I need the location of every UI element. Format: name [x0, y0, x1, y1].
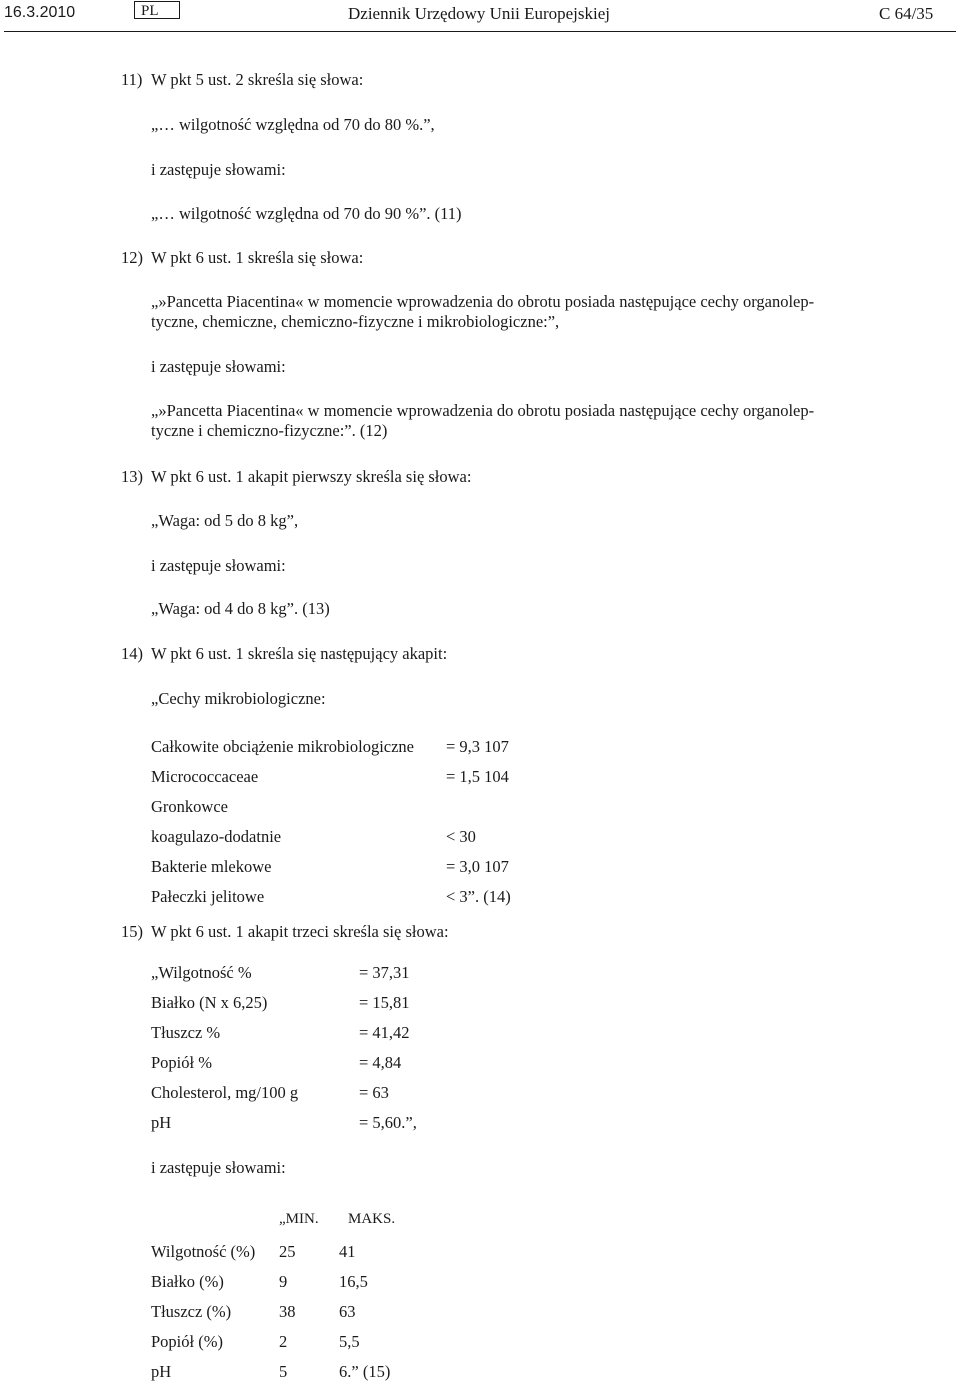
amendment-heading: W pkt 6 ust. 1 skreśla się następujący akapit: [151, 644, 448, 663]
publication-date: 16.3.2010 [4, 4, 76, 21]
quoted-text: „Waga: od 5 do 8 kg”, [151, 511, 299, 530]
amendment-heading: W pkt 6 ust. 1 akapit trzeci skreśla się słowa: [151, 922, 449, 941]
amendment-heading: W pkt 5 ust. 2 skreśla się słowa: [151, 70, 364, 89]
table-row-label: Pałeczki jelitowe [151, 887, 265, 906]
table-row-label: Micrococcaceae [151, 767, 259, 786]
header-rule [4, 31, 956, 32]
table-row-value: = 15,81 [359, 993, 410, 1012]
column-header-max: MAKS. [348, 1211, 396, 1227]
table-row-label: Białko (%) [151, 1272, 224, 1291]
table-row-label: Całkowite obciążenie mikrobiologiczne [151, 737, 414, 756]
amendment-heading: W pkt 6 ust. 1 skreśla się słowa: [151, 248, 364, 267]
quoted-text: „… wilgotność względna od 70 do 90 %”. (11) [151, 204, 462, 223]
table-cell-min: 25 [279, 1242, 296, 1261]
quoted-text: tyczne, chemiczne, chemiczno-fizyczne i mikrobiologiczne:”, [151, 312, 560, 331]
replace-phrase: i zastępuje słowami: [151, 160, 286, 179]
table-row-value: = 63 [359, 1083, 389, 1102]
table-row-label: Popiół (%) [151, 1332, 223, 1351]
table-cell-min: 9 [279, 1272, 288, 1291]
table-row-label: Cholesterol, mg/100 g [151, 1083, 299, 1102]
table-row-label: Białko (N x 6,25) [151, 993, 268, 1012]
amendment-number: 11) [121, 70, 143, 89]
table-cell-min: 2 [279, 1332, 288, 1351]
table-cell-max: 16,5 [339, 1272, 368, 1291]
replace-phrase: i zastępuje słowami: [151, 556, 286, 575]
table-cell-max: 41 [339, 1242, 356, 1261]
quoted-text: „»Pancetta Piacentina« w momencie wprowadzenia do obrotu posiada następujące cechy organolep- [151, 292, 815, 311]
table-cell-max: 6.” (15) [339, 1362, 391, 1381]
amendment-number: 14) [121, 644, 143, 663]
journal-title: Dziennik Urzędowy Unii Europejskiej [348, 4, 611, 23]
quoted-text: „Cechy mikrobiologiczne: [151, 689, 326, 708]
table-row-value: < 3”. (14) [446, 887, 511, 906]
table-row-value: = 4,84 [359, 1053, 402, 1072]
table-row-label: Wilgotność (%) [151, 1242, 256, 1261]
quoted-text: „»Pancetta Piacentina« w momencie wprowadzenia do obrotu posiada następujące cechy organolep- [151, 401, 815, 420]
page-header [0, 0, 960, 34]
table-row-label: Popiół % [151, 1053, 212, 1072]
table-cell-min: 38 [279, 1302, 296, 1321]
table-row-label: pH [151, 1362, 172, 1381]
replace-phrase: i zastępuje słowami: [151, 1158, 286, 1177]
table-cell-min: 5 [279, 1362, 288, 1381]
table-row-label: Bakterie mlekowe [151, 857, 272, 876]
table-row-value: < 30 [446, 827, 476, 846]
table-row-label: Tłuszcz (%) [151, 1302, 232, 1321]
table-row-value: = 37,31 [359, 963, 410, 982]
replace-phrase: i zastępuje słowami: [151, 357, 286, 376]
amendment-number: 13) [121, 467, 143, 486]
table-cell-max: 5,5 [339, 1332, 360, 1351]
table-row-value: = 41,42 [359, 1023, 410, 1042]
table-row-value: = 9,3 107 [446, 737, 509, 756]
amendment-number: 12) [121, 248, 143, 267]
quoted-text: „… wilgotność względna od 70 do 80 %.”, [151, 115, 435, 134]
quoted-text: „Waga: od 4 do 8 kg”. (13) [151, 599, 330, 618]
table-row-value: = 5,60.”, [359, 1113, 417, 1132]
table-row-label: pH [151, 1113, 172, 1132]
table-row-value: = 3,0 107 [446, 857, 509, 876]
table-row-label: „Wilgotność % [151, 963, 252, 982]
amendment-heading: W pkt 6 ust. 1 akapit pierwszy skreśla się słowa: [151, 467, 472, 486]
table-row-label: koagulazo-dodatnie [151, 827, 282, 846]
table-row-value: = 1,5 104 [446, 767, 509, 786]
column-header-min: „MIN. [279, 1211, 319, 1227]
quoted-text: tyczne i chemiczno-fizyczne:”. (12) [151, 421, 388, 440]
page-number: C 64/35 [879, 4, 934, 23]
table-row-label: Gronkowce [151, 797, 228, 816]
table-row-label: Tłuszcz % [151, 1023, 221, 1042]
table-cell-max: 63 [339, 1302, 356, 1321]
language-badge: PL [134, 1, 180, 19]
amendment-number: 15) [121, 922, 143, 941]
